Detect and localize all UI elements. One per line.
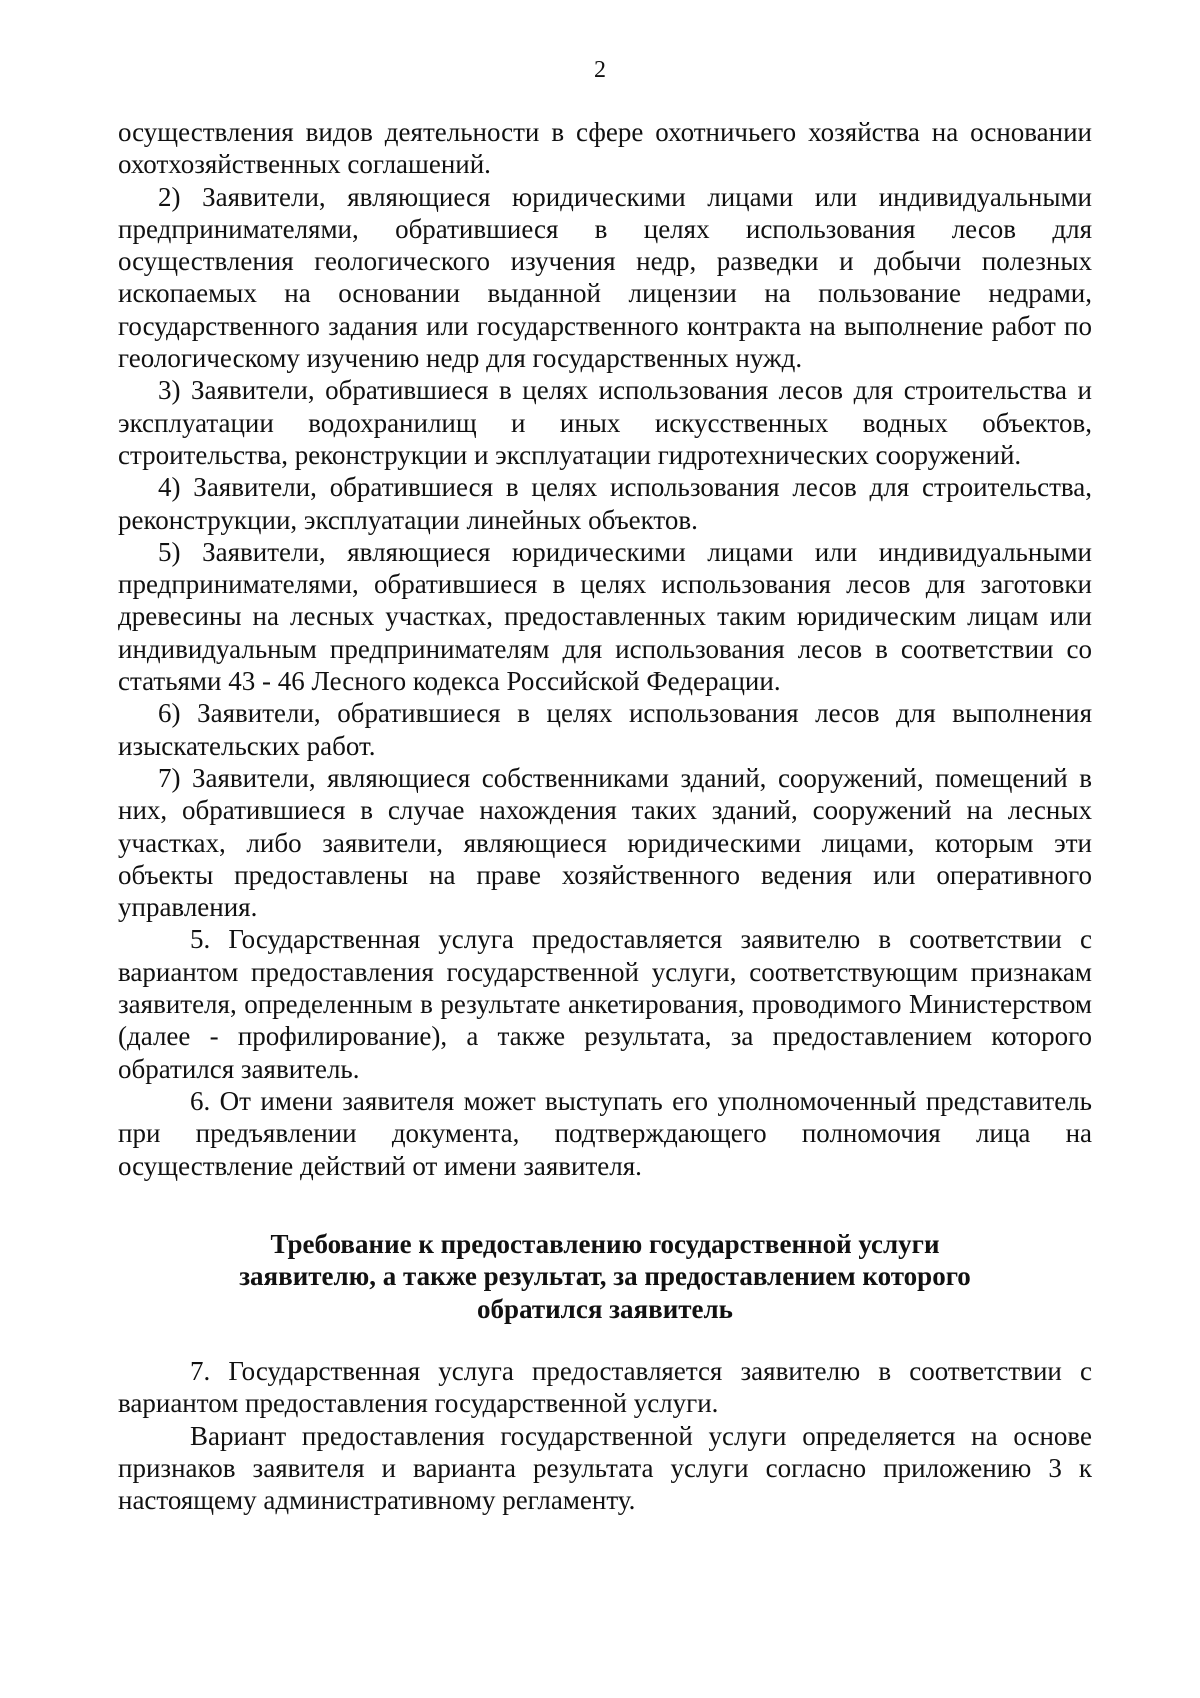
clause-6: 6. От имени заявителя может выступать его уполномоченный представитель при предъявлении документа, подтверждающего полномочия лица на осуществление действий от имени заявителя. <box>118 1085 1092 1181</box>
clause-7: 7. Государственная услуга предоставляется заявителю в соответствии с вариантом предоставления государственной услуги. <box>118 1356 1092 1419</box>
list-item-2: 2) Заявители, являющиеся юридическими лицами или индивидуальными предпринимателями, обратившиеся в целях использования лесов для осуществления геологического изучения недр, разведки и добычи полезных ископаемых на основании выданной лицензии на пользование недрами, государственного задания или государственного контракта на выполнение работ по геологическому изучению недр для государственных нужд. <box>118 181 1092 374</box>
list-item-7: 7) Заявители, являющиеся собственниками зданий, сооружений, помещений в них, обратившиеся в случае нахождения таких зданий, сооружений на лесных участках, либо заявители, являющиеся юридическими лицами, которым эти объекты предоставлены на праве хозяйственного ведения или оперативного управления. <box>118 762 1092 923</box>
list-item-6: 6) Заявители, обратившиеся в целях использования лесов для выполнения изыскательских работ. <box>118 698 1092 761</box>
heading-line-1: Требование к предоставлению государственной услуги <box>270 1229 940 1259</box>
clause-7-continuation: Вариант предоставления государственной услуги определяется на основе признаков заявителя и варианта результата услуги согласно приложению 3 к настоящему административному регламенту. <box>118 1420 1092 1516</box>
heading-line-3: обратился заявитель <box>477 1293 733 1324</box>
page-number: 2 <box>594 57 606 83</box>
section-body <box>118 1355 1092 1516</box>
list-item-5: 5) Заявители, являющиеся юридическими лицами или индивидуальными предпринимателями, обратившиеся в целях использования лесов для заготовки древесины на лесных участках, предоставленных таким юридическим лицам или индивидуальным предпринимателям для использования лесов в соответствии со статьями 43 - 46 Лесного кодекса Российской Федерации. <box>118 536 1092 697</box>
list-item-3: 3) Заявители, обратившиеся в целях использования лесов для строительства и эксплуатации водохранилищ и иных искусственных водных объектов, строительства, реконструкции и эксплуатации гидротехнических сооружений. <box>118 375 1092 470</box>
heading-line-2: заявителю, а также результат, за предоставлением которого <box>239 1261 971 1292</box>
list-item-4: 4) Заявители, обратившиеся в целях использования лесов для строительства, реконструкции, эксплуатации линейных объектов. <box>118 472 1092 535</box>
document-body <box>118 116 1092 1182</box>
section-heading <box>118 1228 1092 1325</box>
paragraph-continuation: осуществления видов деятельности в сфере охотничьего хозяйства на основании охотхозяйственных соглашений. <box>118 117 1092 180</box>
clause-5: 5. Государственная услуга предоставляется заявителю в соответствии с вариантом предоставления государственной услуги, соответствующим признакам заявителя, определенным в результате анкетирования, проводимого Министерством (далее - профилирование), а также результата, за предоставлением которого обратился заявитель. <box>118 924 1092 1084</box>
